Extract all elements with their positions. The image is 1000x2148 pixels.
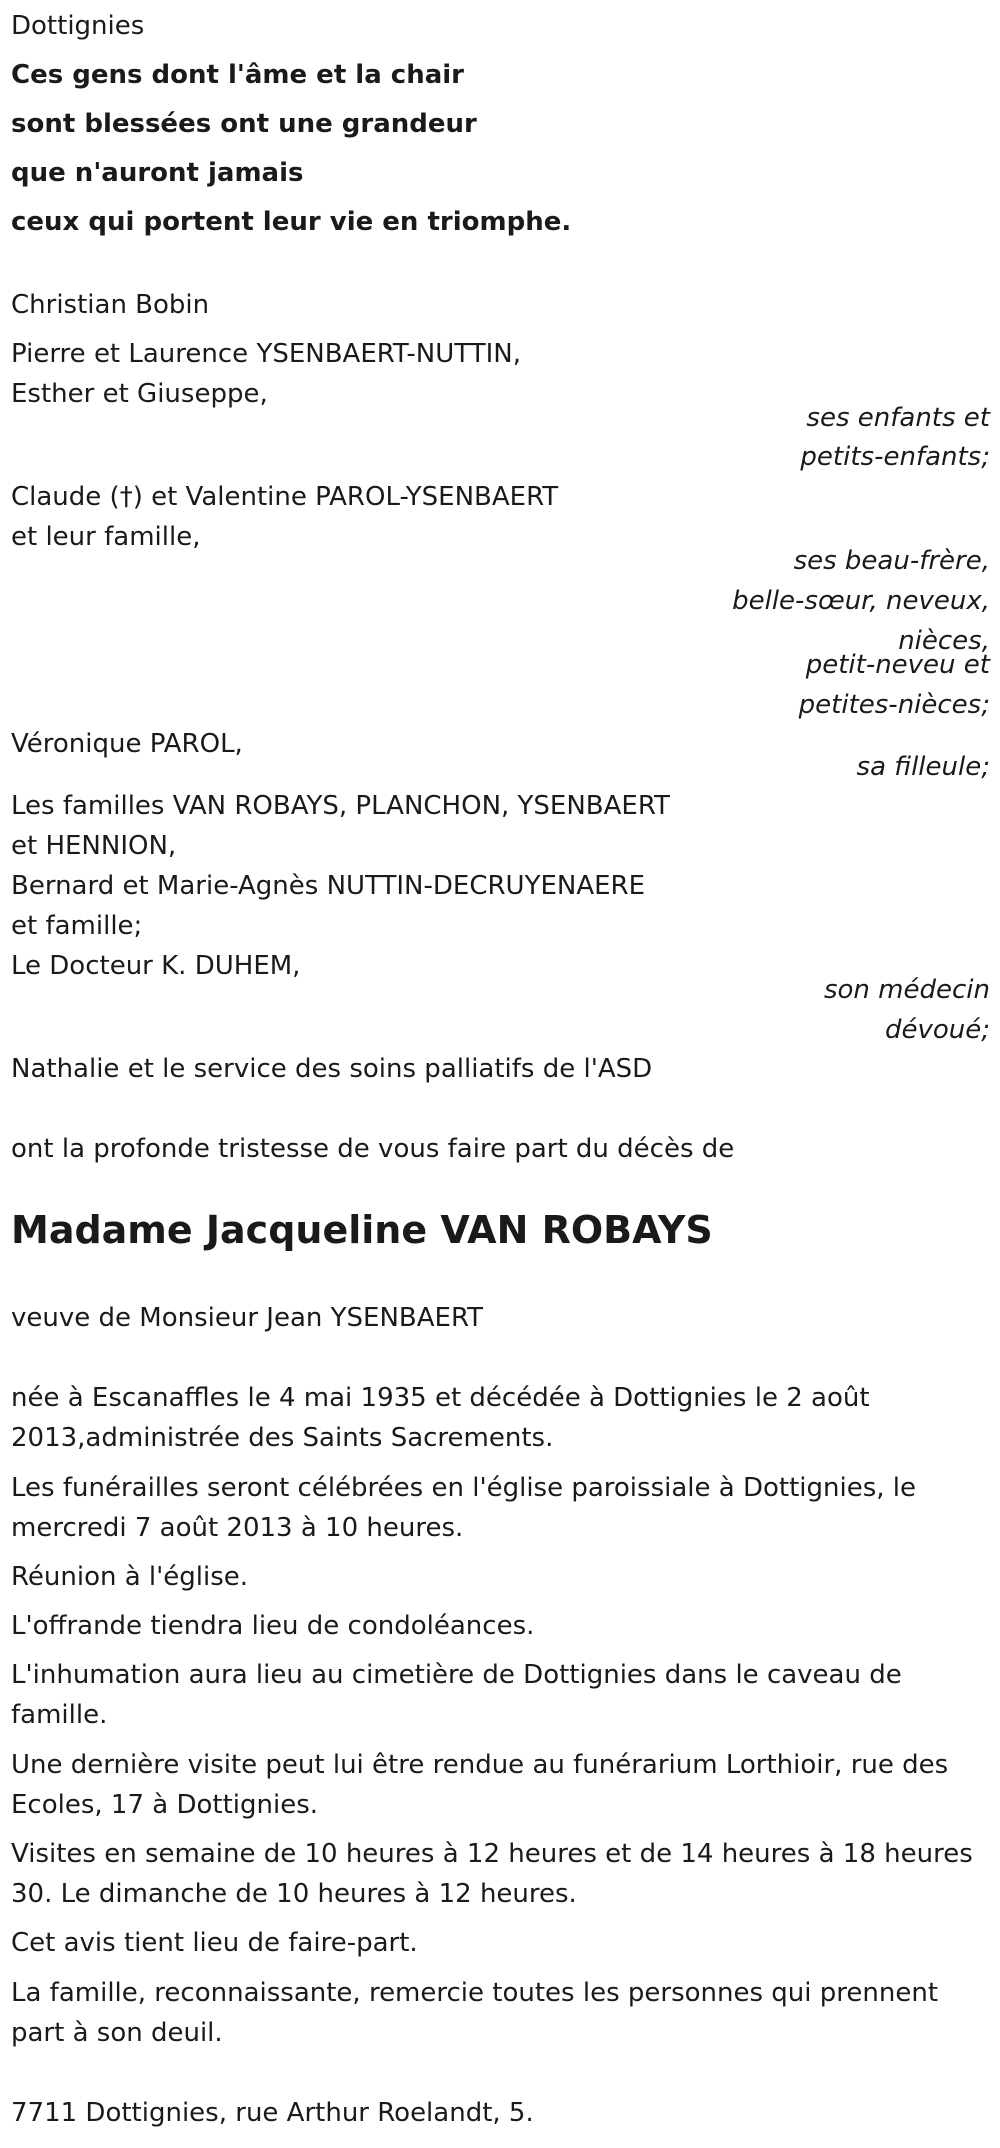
other-family-line: Les familles VAN ROBAYS, PLANCHON, YSENBAERT [11, 791, 670, 821]
meeting-line: Réunion à l'église. [11, 1562, 249, 1592]
in-laws-role: ses beau-frère, [793, 546, 990, 576]
poem-line: Ces gens dont l'âme et la chair [11, 60, 465, 90]
poem-line: que n'auront jamais [11, 158, 304, 188]
notice-line: Cet avis tient lieu de faire-part. [11, 1928, 418, 1958]
other-family-line: Le Docteur K. DUHEM, [11, 951, 301, 981]
children-role: petits-enfants; [800, 442, 990, 472]
children-line: Pierre et Laurence YSENBAERT-NUTTIN, [11, 339, 521, 369]
funeral-line: mercredi 7 août 2013 à 10 heures. [11, 1513, 464, 1543]
announcement-line: ont la profonde tristesse de vous faire part du décès de [11, 1134, 735, 1164]
visiting-hours-line: Visites en semaine de 10 heures à 12 heures et de 14 heures à 18 heures [11, 1839, 973, 1869]
other-family-line: et famille; [11, 911, 143, 941]
visiting-hours-line: 30. Le dimanche de 10 heures à 12 heures. [11, 1879, 577, 1909]
offering-line: L'offrande tiendra lieu de condoléances. [11, 1611, 535, 1641]
goddaughter-line: Véronique PAROL, [11, 729, 243, 759]
in-laws-role: petites-nièces; [798, 690, 990, 720]
care-service-line: Nathalie et le service des soins palliatifs de l'ASD [11, 1054, 653, 1084]
in-laws-role: belle-sœur, neveux, [732, 586, 990, 616]
in-laws-role: nièces, [898, 626, 990, 656]
in-laws-line: Claude (†) et Valentine PAROL-YSENBAERT [11, 482, 559, 512]
thanks-line: La famille, reconnaissante, remercie toutes les personnes qui prennent [11, 1978, 939, 2008]
location-header: Dottignies [11, 11, 145, 41]
children-role: ses enfants et [806, 403, 990, 433]
birth-death-line: 2013,administrée des Saints Sacrements. [11, 1423, 554, 1453]
goddaughter-role: sa filleule; [856, 752, 990, 782]
burial-line: famille. [11, 1700, 108, 1730]
birth-death-line: née à Escanaffles le 4 mai 1935 et décédée à Dottignies le 2 août [11, 1383, 870, 1413]
poem-line: ceux qui portent leur vie en triomphe. [11, 207, 572, 237]
funeral-line: Les funérailles seront célébrées en l'église paroissiale à Dottignies, le [11, 1473, 916, 1503]
children-line: Esther et Giuseppe, [11, 379, 268, 409]
thanks-line: part à son deuil. [11, 2018, 223, 2048]
in-laws-role: petit-neveu et [805, 650, 990, 680]
widow-line: veuve de Monsieur Jean YSENBAERT [11, 1303, 483, 1333]
doctor-role: dévoué; [884, 1015, 990, 1045]
visit-line: Ecoles, 17 à Dottignies. [11, 1790, 319, 1820]
deceased-name: Madame Jacqueline VAN ROBAYS [11, 1208, 713, 1252]
visit-line: Une dernière visite peut lui être rendue au funérarium Lorthioir, rue des [11, 1750, 949, 1780]
other-family-line: Bernard et Marie-Agnès NUTTIN-DECRUYENAERE [11, 871, 646, 901]
doctor-role: son médecin [823, 975, 990, 1005]
poem-line: sont blessées ont une grandeur [11, 109, 477, 139]
burial-line: L'inhumation aura lieu au cimetière de Dottignies dans le caveau de [11, 1660, 902, 1690]
in-laws-line: et leur famille, [11, 522, 201, 552]
poem-author: Christian Bobin [11, 290, 210, 320]
other-family-line: et HENNION, [11, 831, 177, 861]
address-line: 7711 Dottignies, rue Arthur Roelandt, 5. [11, 2098, 534, 2128]
